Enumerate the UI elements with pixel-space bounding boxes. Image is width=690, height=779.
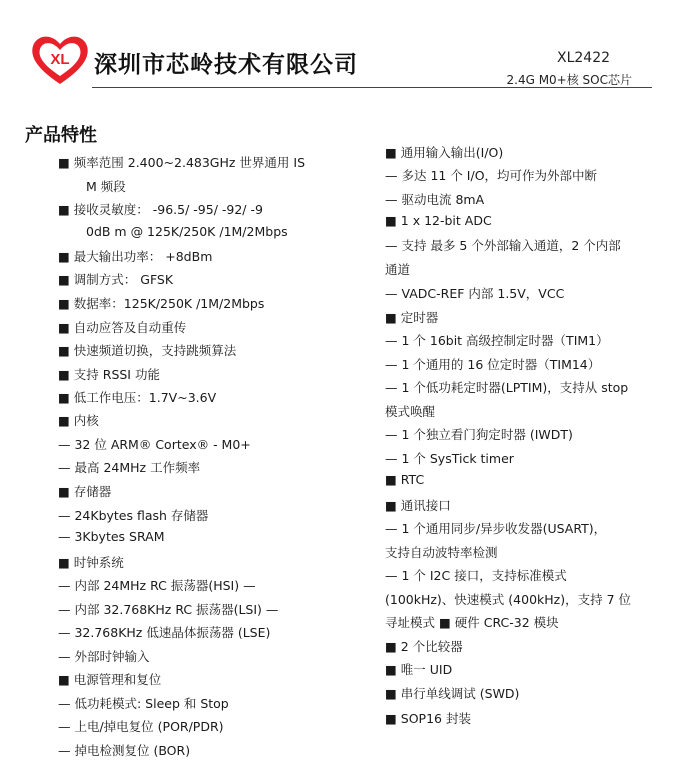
feature-line: ■ 2 个比较器 <box>385 639 463 654</box>
feature-line: 寻址模式 ■ 硬件 CRC-32 模块 <box>385 615 559 630</box>
feature-line: — 内部 32.768KHz RC 振荡器(LSI) — <box>58 602 279 617</box>
feature-line: ■ 电源管理和复位 <box>58 672 162 687</box>
feature-line: — 驱动电流 8mA <box>385 192 485 207</box>
feature-line: — VADC-REF 内部 1.5V，VCC <box>385 286 565 301</box>
feature-line: ■ RTC <box>385 472 425 487</box>
feature-line: — 1 个 I2C 接口，支持标准模式 <box>385 568 567 583</box>
feature-line: 0dB m @ 125K/250K /1M/2Mbps <box>86 224 288 239</box>
logo-text: XL <box>50 51 70 68</box>
part-number: XL2422 <box>557 50 611 66</box>
feature-line: ■ 最大输出功率： +8dBm <box>58 249 213 264</box>
feature-line: ■ 支持 RSSI 功能 <box>58 367 160 382</box>
feature-line: — 低功耗模式: Sleep 和 Stop <box>58 696 229 711</box>
company-logo <box>30 32 90 88</box>
feature-line: — 掉电检测复位 (BOR) <box>58 743 191 758</box>
feature-line: 支持自动波特率检测 <box>385 545 498 560</box>
feature-line: ■ 接收灵敏度： -96.5/ -95/ -92/ -9 <box>58 202 263 217</box>
feature-line: 通道 <box>385 262 411 277</box>
feature-line: — 1 个通用的 16 位定时器（TIM14） <box>385 357 601 372</box>
feature-line: ■ 通讯接口 <box>385 498 451 513</box>
feature-line: ■ 快速频道切换，支持跳频算法 <box>58 343 237 358</box>
feature-line: — 外部时钟输入 <box>58 649 150 664</box>
feature-line: M 频段 <box>86 179 126 194</box>
feature-line: ■ 内核 <box>58 413 99 428</box>
feature-line: ■ 调制方式： GFSK <box>58 272 174 287</box>
feature-line: — 1 个 16bit 高级控制定时器（TIM1） <box>385 333 609 348</box>
feature-line: ■ 数据率：125K/250K /1M/2Mbps <box>58 296 265 311</box>
feature-line: ■ 存储器 <box>58 484 112 499</box>
product-subtitle: 2.4G M0+核 SOC芯片 <box>506 73 632 87</box>
feature-line: — 最高 24MHz 工作频率 <box>58 460 201 475</box>
section-title: 产品特性 <box>25 125 97 146</box>
feature-line: ■ 唯一 UID <box>385 662 453 677</box>
feature-line: — 上电/掉电复位 (POR/PDR) <box>58 719 224 734</box>
feature-line: — 内部 24MHz RC 振荡器(HSI) — <box>58 578 256 593</box>
feature-line: ■ 1 x 12-bit ADC <box>385 213 492 228</box>
feature-line: 模式唤醒 <box>385 404 436 419</box>
feature-line: ■ 低工作电压：1.7V~3.6V <box>58 390 217 405</box>
feature-line: ■ SOP16 封装 <box>385 711 471 726</box>
feature-line: ■ 定时器 <box>385 310 439 325</box>
feature-line: — 支持 最多 5 个外部输入通道，2 个内部 <box>385 238 621 253</box>
feature-line: — 32 位 ARM® Cortex® - M0+ <box>58 437 251 452</box>
feature-line: — 1 个独立看门狗定时器 (IWDT) <box>385 427 573 442</box>
feature-line: — 24Kbytes flash 存储器 <box>58 508 209 523</box>
company-name: 深圳市芯岭技术有限公司 <box>94 52 358 78</box>
feature-line: — 1 个通用同步/异步收发器(USART)， <box>385 521 607 536</box>
header-divider <box>92 87 652 88</box>
feature-line: ■ 频率范围 2.400~2.483GHz 世界通用 IS <box>58 155 306 170</box>
feature-line: — 1 个 SysTick timer <box>385 451 514 466</box>
feature-line: (100kHz)、快速模式 (400kHz)，支持 7 位 <box>385 592 631 607</box>
feature-line: ■ 通用输入输出(I/O) <box>385 145 504 160</box>
feature-line: ■ 串行单线调试 (SWD) <box>385 686 520 701</box>
feature-line: — 3Kbytes SRAM <box>58 529 165 544</box>
feature-line: ■ 自动应答及自动重传 <box>58 320 187 335</box>
feature-line: — 32.768KHz 低速晶体振荡器 (LSE) <box>58 625 271 640</box>
feature-line: — 多达 11 个 I/O，均可作为外部中断 <box>385 168 598 183</box>
feature-line: ■ 时钟系统 <box>58 555 124 570</box>
feature-line: — 1 个低功耗定时器(LPTIM)，支持从 stop <box>385 380 629 395</box>
